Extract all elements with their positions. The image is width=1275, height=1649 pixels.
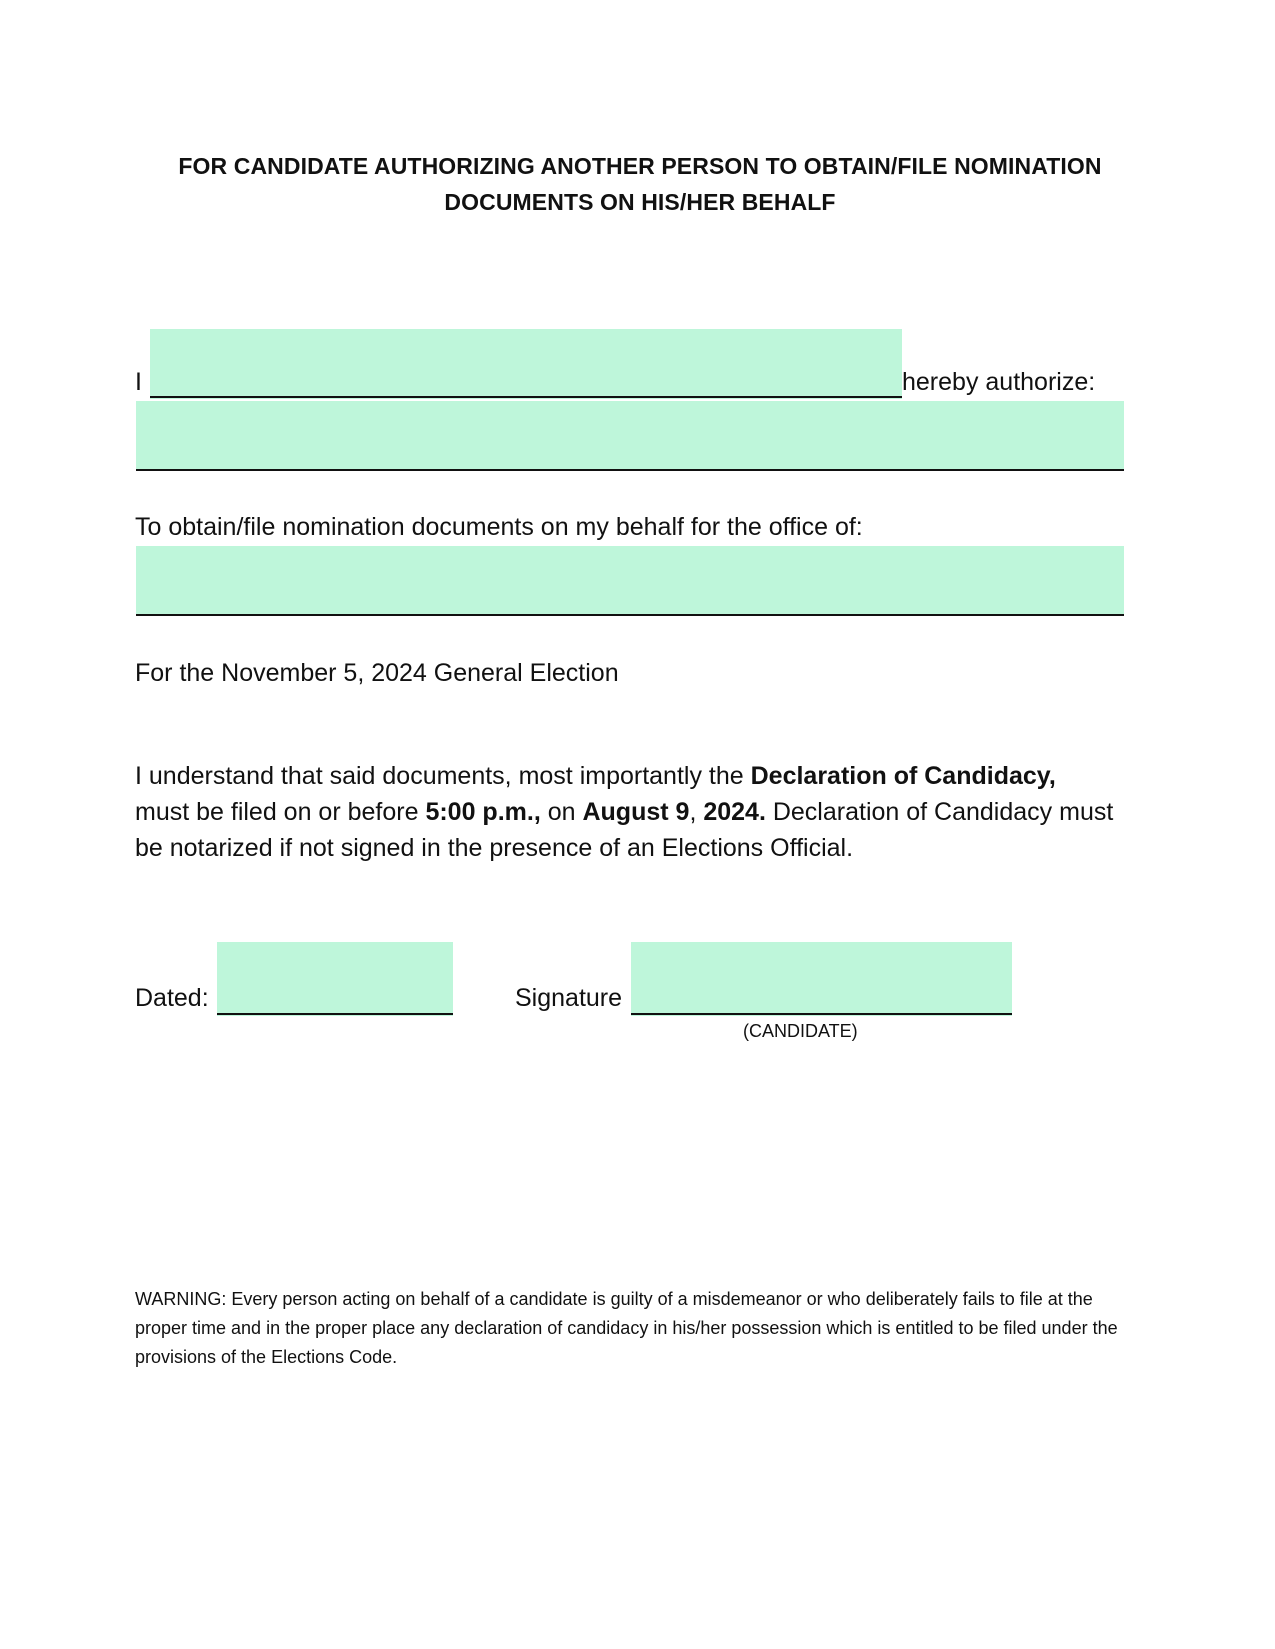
statement-declaration: Declaration of Candidacy, (750, 762, 1056, 790)
candidate-name-field[interactable] (150, 329, 902, 399)
statement-part-3: on (540, 798, 583, 826)
statement-year: 2024. (703, 798, 766, 826)
signature-underline (631, 1013, 1012, 1015)
office-underline (136, 614, 1124, 616)
office-field[interactable] (136, 546, 1124, 616)
authorized-person-underline (136, 469, 1124, 471)
statement-part-4: Declaration of Candidacy must be notarized if not signed in the presence of an Elections Official. (135, 798, 1114, 862)
warning-text: WARNING: Every person acting on behalf of a candidate is guilty of a misdemeanor or who deliberately fails to file at the proper time and in the proper place any declaration of candidacy in his/her possession which is entitled to be filed under the provisions of the Elections Code. (135, 1289, 1118, 1367)
authorized-person-field[interactable] (136, 401, 1124, 471)
form-title-line-2: DOCUMENTS ON HIS/HER BEHALF (444, 189, 836, 215)
signature-label: Signature (515, 984, 623, 1012)
election-text: For the November 5, 2024 General Election (135, 659, 619, 687)
statement-comma: , (689, 798, 704, 826)
signature-field[interactable] (631, 942, 1012, 1016)
dated-field[interactable] (217, 942, 453, 1016)
dated-label: Dated: (135, 984, 209, 1012)
office-label: To obtain/file nomination documents on my behalf for the office of: (135, 513, 863, 541)
candidate-caption: (CANDIDATE) (743, 1021, 858, 1041)
authorization-prefix: I (135, 368, 142, 396)
authorization-suffix: hereby authorize: (902, 368, 1096, 396)
statement-part-1: I understand that said documents, most importantly the (135, 762, 751, 790)
statement-paragraph (135, 758, 1135, 866)
form-title-line-1: FOR CANDIDATE AUTHORIZING ANOTHER PERSON TO OBTAIN/FILE NOMINATION (178, 153, 1102, 179)
statement-time: 5:00 p.m., (425, 798, 541, 826)
statement-part-2: must be filed on or before (135, 798, 426, 826)
dated-underline (217, 1013, 453, 1015)
statement-date: August 9 (582, 798, 690, 826)
form-title (120, 148, 1160, 220)
candidate-name-underline (150, 396, 902, 398)
